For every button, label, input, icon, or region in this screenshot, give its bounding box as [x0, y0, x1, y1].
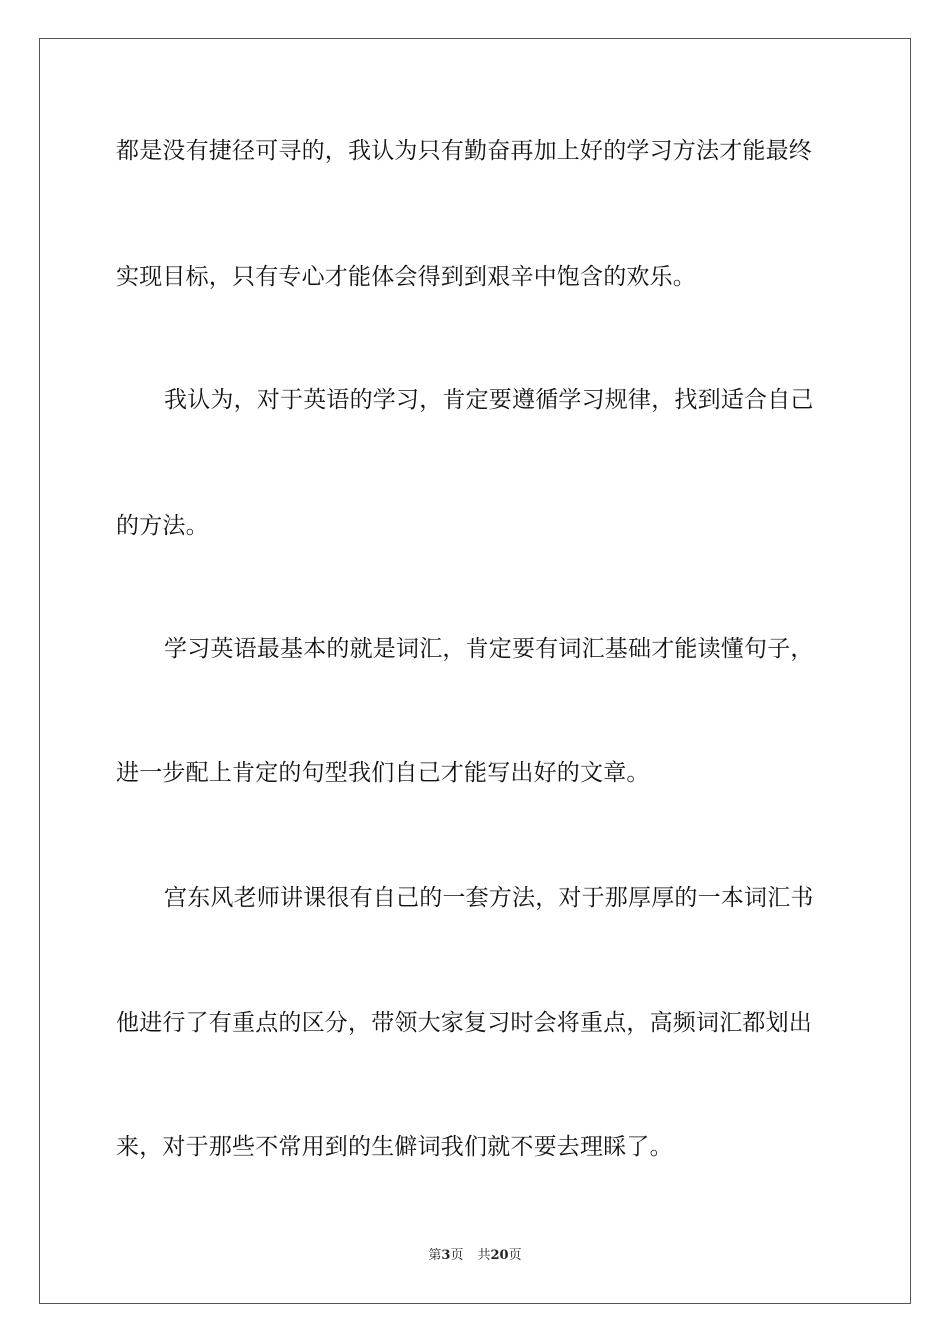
text-line-3: 我认为，对于英语的学习，肯定要遵循学习规律，找到适合自己: [164, 387, 814, 413]
text-line-9: 来，对于那些不常用到的生僻词我们就不要去理睬了。: [116, 1134, 673, 1160]
text-line-8: 他进行了有重点的区分，带领大家复习时会将重点，高频词汇都划出: [116, 1010, 812, 1036]
text-line-6: 进一步配上肯定的句型我们自己才能写出好的文章。: [116, 760, 650, 786]
total-pages: 20: [490, 1248, 509, 1263]
page-prefix: 第: [428, 1248, 442, 1263]
text-line-1: 都是没有捷径可寻的，我认为只有勤奋再加上好的学习方法才能最终: [116, 138, 812, 164]
page-footer: [0, 1248, 950, 1264]
text-line-2: 实现目标，只有专心才能体会得到到艰辛中饱含的欢乐。: [116, 264, 696, 290]
page-number: 3: [441, 1248, 451, 1263]
page-suffix: 页: [450, 1248, 464, 1263]
text-line-4: 的方法。: [116, 513, 209, 539]
total-suffix: 页: [508, 1248, 522, 1263]
text-line-7: 宫东风老师讲课很有自己的一套方法，对于那厚厚的一本词汇书: [164, 885, 814, 911]
page-frame: [39, 38, 911, 1304]
total-prefix: 共: [477, 1248, 491, 1263]
text-line-5: 学习英语最基本的就是词汇，肯定要有词汇基础才能读懂句子，: [164, 636, 814, 662]
